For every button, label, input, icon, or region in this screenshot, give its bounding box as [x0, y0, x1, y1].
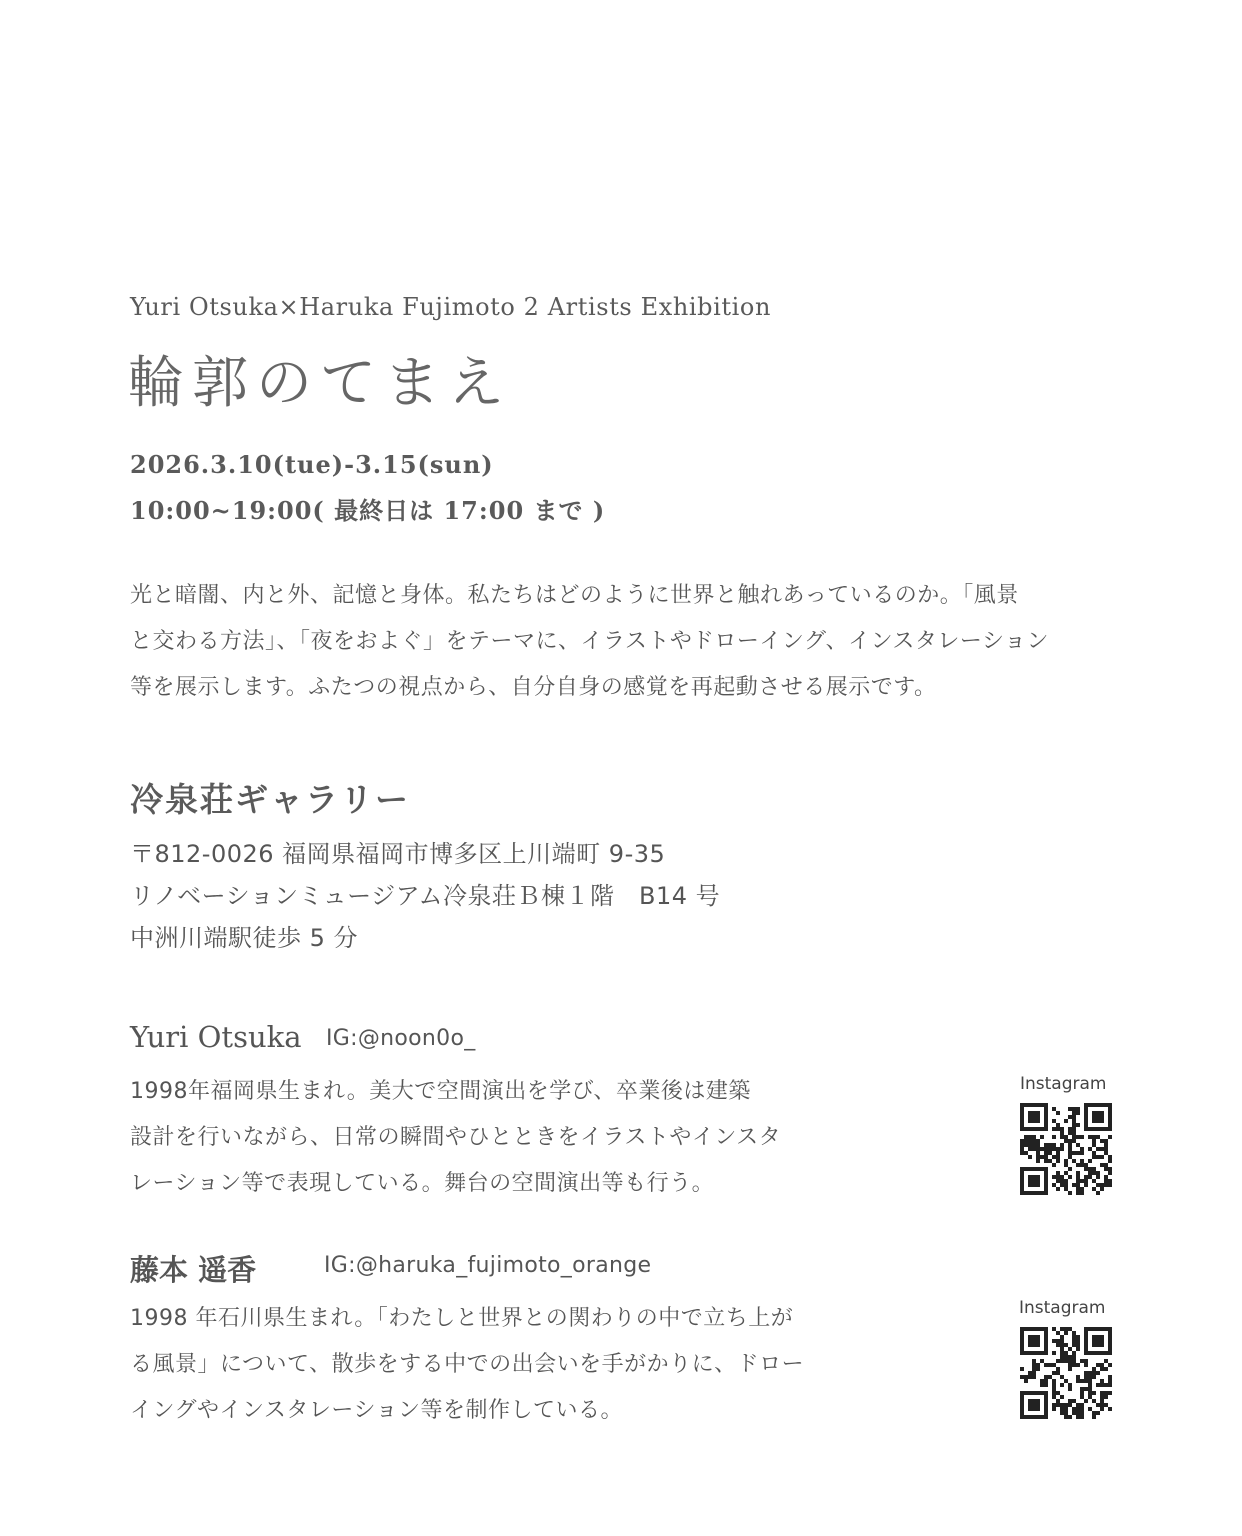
- artist-name: Yuri Otsuka: [130, 1020, 302, 1054]
- instagram-qr-code-icon[interactable]: [1020, 1327, 1112, 1419]
- instagram-qr-code-icon[interactable]: [1020, 1103, 1112, 1195]
- venue-name: 冷泉荘ギャラリー: [130, 780, 410, 819]
- description-line: 等を展示します。ふたつの視点から、自分自身の感覚を再起動させる展示です。: [130, 675, 937, 700]
- artist-bio-line: 設計を行いながら、日常の瞬間やひとときをイラストやインスタ: [130, 1125, 782, 1150]
- qr-label: Instagram: [1020, 1074, 1107, 1094]
- artist-bio-line: レーション等で表現している。舞台の空間演出等も行う。: [130, 1171, 715, 1196]
- exhibition-subtitle: Yuri Otsuka×Haruka Fujimoto 2 Artists Exhibition: [130, 293, 772, 321]
- description-line: 光と暗闇、内と外、記憶と身体。私たちはどのように世界と触れあっているのか。「風景: [130, 583, 1019, 608]
- venue-address-line: 〒812-0026 福岡県福岡市博多区上川端町 9-35: [130, 840, 666, 868]
- description-line: と交わる方法」、「夜をおよぐ」をテーマに、イラストやドローイング、インスタレーション: [130, 629, 1050, 654]
- exhibition-hours: 10:00~19:00( 最終日は 17:00 まで ): [130, 496, 606, 525]
- venue-access-line: 中洲川端駅徒歩 5 分: [130, 924, 359, 952]
- artist-bio-line: 1998 年石川県生まれ。「わたしと世界との関わりの中で立ち上が: [130, 1306, 794, 1331]
- venue-address-line: リノベーションミュージアム冷泉荘Ｂ棟１階 B14 号: [130, 882, 721, 910]
- artist-instagram-handle[interactable]: IG:@haruka_fujimoto_orange: [324, 1253, 652, 1278]
- artist-instagram-handle[interactable]: IG:@noon0o_: [326, 1026, 476, 1051]
- qr-label: Instagram: [1019, 1298, 1106, 1318]
- artist-bio-line: る風景」について、散歩をする中での出会いを手がかりに、ドロー: [130, 1352, 805, 1377]
- artist-bio-line: イングやインスタレーション等を制作している。: [130, 1398, 624, 1423]
- artist-name: 藤本 遥香: [130, 1253, 257, 1287]
- artist-bio-line: 1998年福岡県生まれ。美大で空間演出を学び、卒業後は建築: [130, 1079, 751, 1104]
- exhibition-dates: 2026.3.10(tue)-3.15(sun): [130, 450, 494, 479]
- exhibition-title: 輪郭のてまえ: [128, 351, 512, 416]
